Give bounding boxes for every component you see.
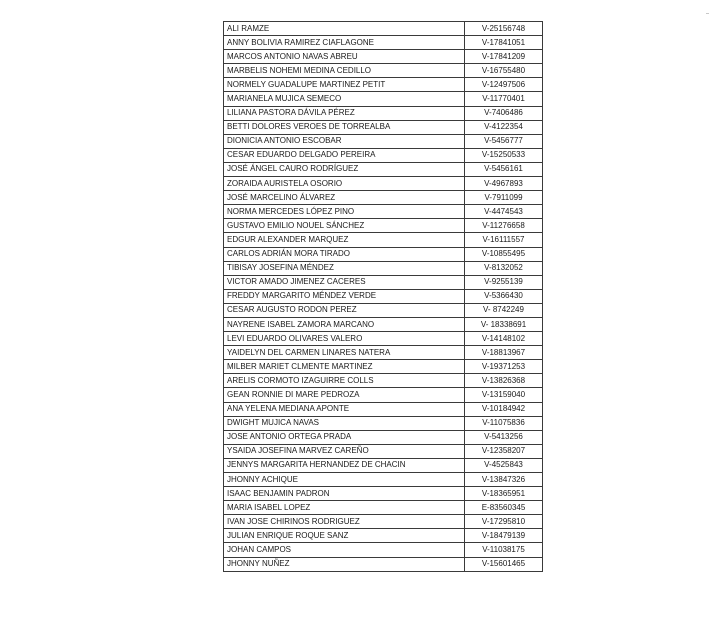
roster-body <box>224 22 543 572</box>
table-row <box>224 529 543 543</box>
table-row <box>224 205 543 219</box>
id-number-cell: V-17295810 <box>465 515 543 529</box>
person-name-cell: EDGUR ALEXANDER MARQUEZ <box>224 233 465 247</box>
table-row <box>224 134 543 148</box>
id-number-cell: V-7911099 <box>465 191 543 205</box>
person-name-cell: CESAR EDUARDO DELGADO PEREIRA <box>224 148 465 162</box>
id-number-cell: V-12497506 <box>465 78 543 92</box>
person-name-cell: JOSE ANTONIO ORTEGA PRADA <box>224 430 465 444</box>
table-row <box>224 219 543 233</box>
id-number-cell: V-4474543 <box>465 205 543 219</box>
id-number-cell: V- 18338691 <box>465 317 543 331</box>
table-row <box>224 78 543 92</box>
person-name-cell: JENNYS MARGARITA HERNANDEZ DE CHACIN <box>224 458 465 472</box>
table-row <box>224 191 543 205</box>
id-number-cell: V-10855495 <box>465 247 543 261</box>
person-name-cell: MARIA ISABEL LOPEZ <box>224 501 465 515</box>
id-number-cell: V-19371253 <box>465 360 543 374</box>
table-row <box>224 515 543 529</box>
table-row <box>224 430 543 444</box>
id-number-cell: V-5413256 <box>465 430 543 444</box>
person-name-cell: FREDDY MARGARITO MÉNDEZ VERDE <box>224 289 465 303</box>
person-name-cell: TIBISAY JOSEFINA MÉNDEZ <box>224 261 465 275</box>
table-row <box>224 289 543 303</box>
table-row <box>224 317 543 331</box>
id-number-cell: V-12358207 <box>465 444 543 458</box>
table-row <box>224 120 543 134</box>
id-number-cell: V-11770401 <box>465 92 543 106</box>
table-row <box>224 162 543 176</box>
person-name-cell: MARBELIS NOHEMI MEDINA CEDILLO <box>224 64 465 78</box>
person-name-cell: MARIANELA MUJICA SEMECO <box>224 92 465 106</box>
id-number-cell: V-18813967 <box>465 346 543 360</box>
table-row <box>224 374 543 388</box>
scan-speck <box>706 13 709 14</box>
table-row <box>224 543 543 557</box>
id-number-cell: E-83560345 <box>465 501 543 515</box>
id-number-cell: V-4967893 <box>465 177 543 191</box>
id-number-cell: V-4525843 <box>465 458 543 472</box>
person-name-cell: VICTOR AMADO JIMENEZ CACERES <box>224 275 465 289</box>
table-row <box>224 64 543 78</box>
id-number-cell: V-4122354 <box>465 120 543 134</box>
id-number-cell: V-13159040 <box>465 388 543 402</box>
person-name-cell: JHONNY NUÑEZ <box>224 557 465 571</box>
id-number-cell: V-18479139 <box>465 529 543 543</box>
id-number-cell: V-25156748 <box>465 22 543 36</box>
person-name-cell: ISAAC BENJAMIN PADRON <box>224 487 465 501</box>
person-name-cell: JOSÉ ÁNGEL CAURO RODRÍGUEZ <box>224 162 465 176</box>
table-row <box>224 261 543 275</box>
person-name-cell: LILIANA PASTORA DÁVILA PÉREZ <box>224 106 465 120</box>
table-row <box>224 247 543 261</box>
table-row <box>224 50 543 64</box>
person-name-cell: DWIGHT MUJICA NAVAS <box>224 416 465 430</box>
table-row <box>224 416 543 430</box>
table-row <box>224 92 543 106</box>
table-row <box>224 557 543 571</box>
table-row <box>224 106 543 120</box>
id-number-cell: V-8132052 <box>465 261 543 275</box>
id-number-cell: V-7406486 <box>465 106 543 120</box>
id-number-cell: V-13826368 <box>465 374 543 388</box>
person-name-cell: CESAR AUGUSTO RODON PEREZ <box>224 303 465 317</box>
table-row <box>224 501 543 515</box>
id-number-cell: V-15250533 <box>465 148 543 162</box>
person-name-cell: LEVI EDUARDO OLIVARES VALERO <box>224 332 465 346</box>
table-row <box>224 444 543 458</box>
id-number-cell: V-10184942 <box>465 402 543 416</box>
person-name-cell: JOHAN CAMPOS <box>224 543 465 557</box>
person-name-cell: MARCOS ANTONIO NAVAS ABREU <box>224 50 465 64</box>
id-number-cell: V-13847326 <box>465 473 543 487</box>
id-number-cell: V-5456777 <box>465 134 543 148</box>
table-row <box>224 177 543 191</box>
table-row <box>224 233 543 247</box>
table-row <box>224 388 543 402</box>
person-name-cell: ANNY BOLIVIA RAMIREZ CIAFLAGONE <box>224 36 465 50</box>
person-name-cell: YSAIDA JOSEFINA MARVEZ CAREÑO <box>224 444 465 458</box>
person-name-cell: CARLOS ADRIÁN MORA TIRADO <box>224 247 465 261</box>
id-number-cell: V-17841051 <box>465 36 543 50</box>
id-number-cell: V-17841209 <box>465 50 543 64</box>
person-name-cell: MILBER MARIET CLMENTE MARTINEZ <box>224 360 465 374</box>
table-row <box>224 332 543 346</box>
person-name-cell: ARELIS CORMOTO IZAGUIRRE COLLS <box>224 374 465 388</box>
person-name-cell: JULIAN ENRIQUE ROQUE SANZ <box>224 529 465 543</box>
person-name-cell: YAIDELYN DEL CARMEN LINARES NATERA <box>224 346 465 360</box>
person-name-cell: ANA YELENA MEDIANA APONTE <box>224 402 465 416</box>
table-row <box>224 473 543 487</box>
table-row <box>224 346 543 360</box>
person-name-cell: DIONICIA ANTONIO ESCOBAR <box>224 134 465 148</box>
person-name-cell: JHONNY ACHIQUE <box>224 473 465 487</box>
person-name-cell: IVAN JOSE CHIRINOS RODRIGUEZ <box>224 515 465 529</box>
table-row <box>224 458 543 472</box>
id-number-cell: V-9255139 <box>465 275 543 289</box>
person-name-cell: GUSTAVO EMILIO NOUEL SÁNCHEZ <box>224 219 465 233</box>
person-name-cell: ALI RAMZE <box>224 22 465 36</box>
id-number-cell: V-16111557 <box>465 233 543 247</box>
id-number-cell: V-18365951 <box>465 487 543 501</box>
id-number-cell: V-11038175 <box>465 543 543 557</box>
id-number-cell: V-15601465 <box>465 557 543 571</box>
table-row <box>224 22 543 36</box>
id-number-cell: V-11276658 <box>465 219 543 233</box>
person-name-cell: NORMA MERCEDES LÓPEZ PINO <box>224 205 465 219</box>
person-name-cell: NORMELY GUADALUPE MARTINEZ PETIT <box>224 78 465 92</box>
id-number-cell: V- 8742249 <box>465 303 543 317</box>
person-name-cell: NAYRENE ISABEL ZAMORA MARCANO <box>224 317 465 331</box>
person-name-cell: JOSÉ MARCELINO ÁLVAREZ <box>224 191 465 205</box>
table-row <box>224 36 543 50</box>
person-name-cell: ZORAIDA AURISTELA OSORIO <box>224 177 465 191</box>
id-number-cell: V-16755480 <box>465 64 543 78</box>
id-number-cell: V-14148102 <box>465 332 543 346</box>
table-row <box>224 303 543 317</box>
id-number-cell: V-5366430 <box>465 289 543 303</box>
person-name-cell: GEAN RONNIE DI MARE PEDROZA <box>224 388 465 402</box>
id-number-cell: V-5456161 <box>465 162 543 176</box>
person-name-cell: BETTI DOLORES VEROES DE TORREALBA <box>224 120 465 134</box>
table-row <box>224 487 543 501</box>
id-number-cell: V-11075836 <box>465 416 543 430</box>
table-row <box>224 148 543 162</box>
table-row <box>224 275 543 289</box>
table-row <box>224 360 543 374</box>
roster-table <box>223 21 543 572</box>
table-row <box>224 402 543 416</box>
